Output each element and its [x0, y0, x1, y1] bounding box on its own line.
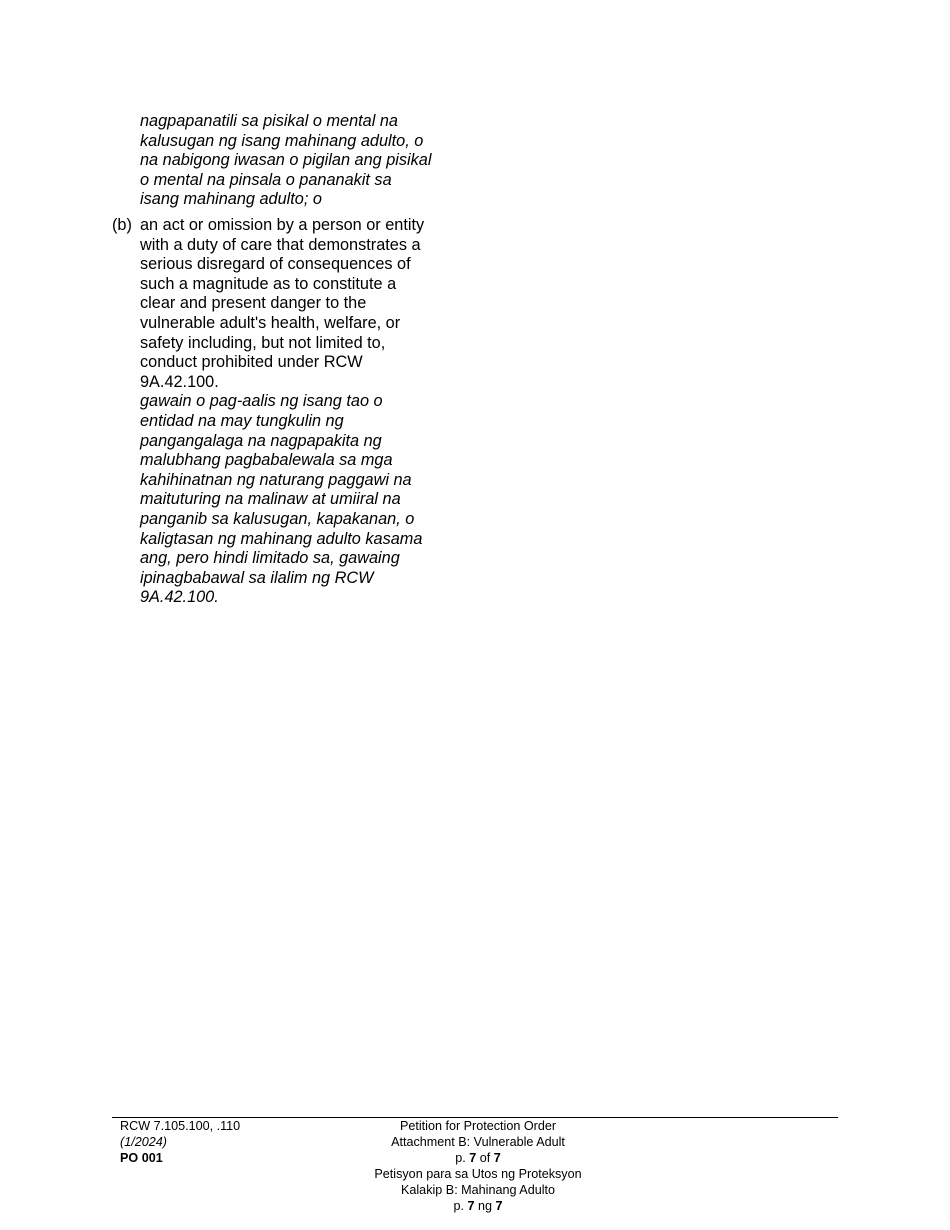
text-line: o mental na pinsala o pananakit sa [140, 170, 392, 189]
footer-revision: (1/2024) [120, 1135, 167, 1149]
page-prefix: p. [453, 1199, 468, 1213]
text-line: kalusugan ng isang mahinang adulto, o [140, 131, 424, 150]
item-b-text [140, 216, 424, 608]
footer-subtitle-en: Attachment B: Vulnerable Adult [391, 1135, 565, 1149]
text-line: nagpapanatili sa pisikal o mental na [140, 112, 398, 130]
text-line: isang mahinang adulto; o [140, 190, 322, 209]
page-of: ng [474, 1199, 496, 1213]
item-b-label: (b) [112, 216, 132, 234]
page-total: 7 [495, 1199, 503, 1213]
footer-form-info [120, 1118, 240, 1166]
text-line: clear and present danger to the [140, 294, 367, 313]
text-line: ipinagbabawal sa ilalim ng RCW [140, 568, 374, 587]
page-total: 7 [493, 1151, 501, 1165]
text-line: 9A.42.100. [140, 588, 219, 607]
text-line: panganib sa kalusugan, kapakanan, o [140, 509, 415, 528]
intro-tagalog-text [140, 112, 431, 210]
text-line: safety including, but not limited to, [140, 333, 386, 352]
text-line: kaligtasan ng mahinang adulto kasama [140, 529, 423, 548]
page-prefix: p. [455, 1151, 470, 1165]
footer-form-id: PO 001 [120, 1151, 163, 1165]
footer-subtitle-tl: Kalakip B: Mahinang Adulto [400, 1183, 556, 1197]
text-line: serious disregard of consequences of [140, 255, 411, 274]
footer-title-en: Petition for Protection Order [399, 1119, 557, 1133]
page-number: 7 [467, 1199, 475, 1213]
text-line: an act or omission by a person or entity [140, 216, 425, 234]
footer-title [300, 1118, 656, 1214]
footer-page-en [300, 1150, 656, 1166]
text-line: ang, pero hindi limitado sa, gawaing [140, 549, 400, 568]
text-line: na nabigong iwasan o pigilan ang pisikal [140, 151, 432, 170]
footer-statute: RCW 7.105.100, .110 [120, 1119, 241, 1133]
text-line: malubhang pagbabalewala sa mga [140, 451, 393, 470]
text-line: 9A.42.100. [140, 372, 219, 391]
footer-title-tl: Petisyon para sa Utos ng Proteksyon [374, 1167, 582, 1181]
text-line: conduct prohibited under RCW [140, 353, 363, 372]
text-line: pangangalaga na nagpapakita ng [140, 431, 382, 450]
text-line: kahihinatnan ng naturang paggawi na [140, 470, 412, 489]
text-line: such a magnitude as to constitute a [140, 274, 397, 293]
text-line: with a duty of care that demonstrates a [140, 235, 421, 254]
text-line: entidad na may tungkulin ng [140, 411, 344, 430]
text-line: maituturing na malinaw at umiiral na [140, 490, 401, 509]
text-line: gawain o pag-aalis ng isang tao o [140, 392, 383, 411]
footer-page-tl [300, 1198, 656, 1214]
page-of: of [476, 1151, 494, 1165]
page-number: 7 [469, 1151, 477, 1165]
text-line: vulnerable adult's health, welfare, or [140, 313, 401, 332]
